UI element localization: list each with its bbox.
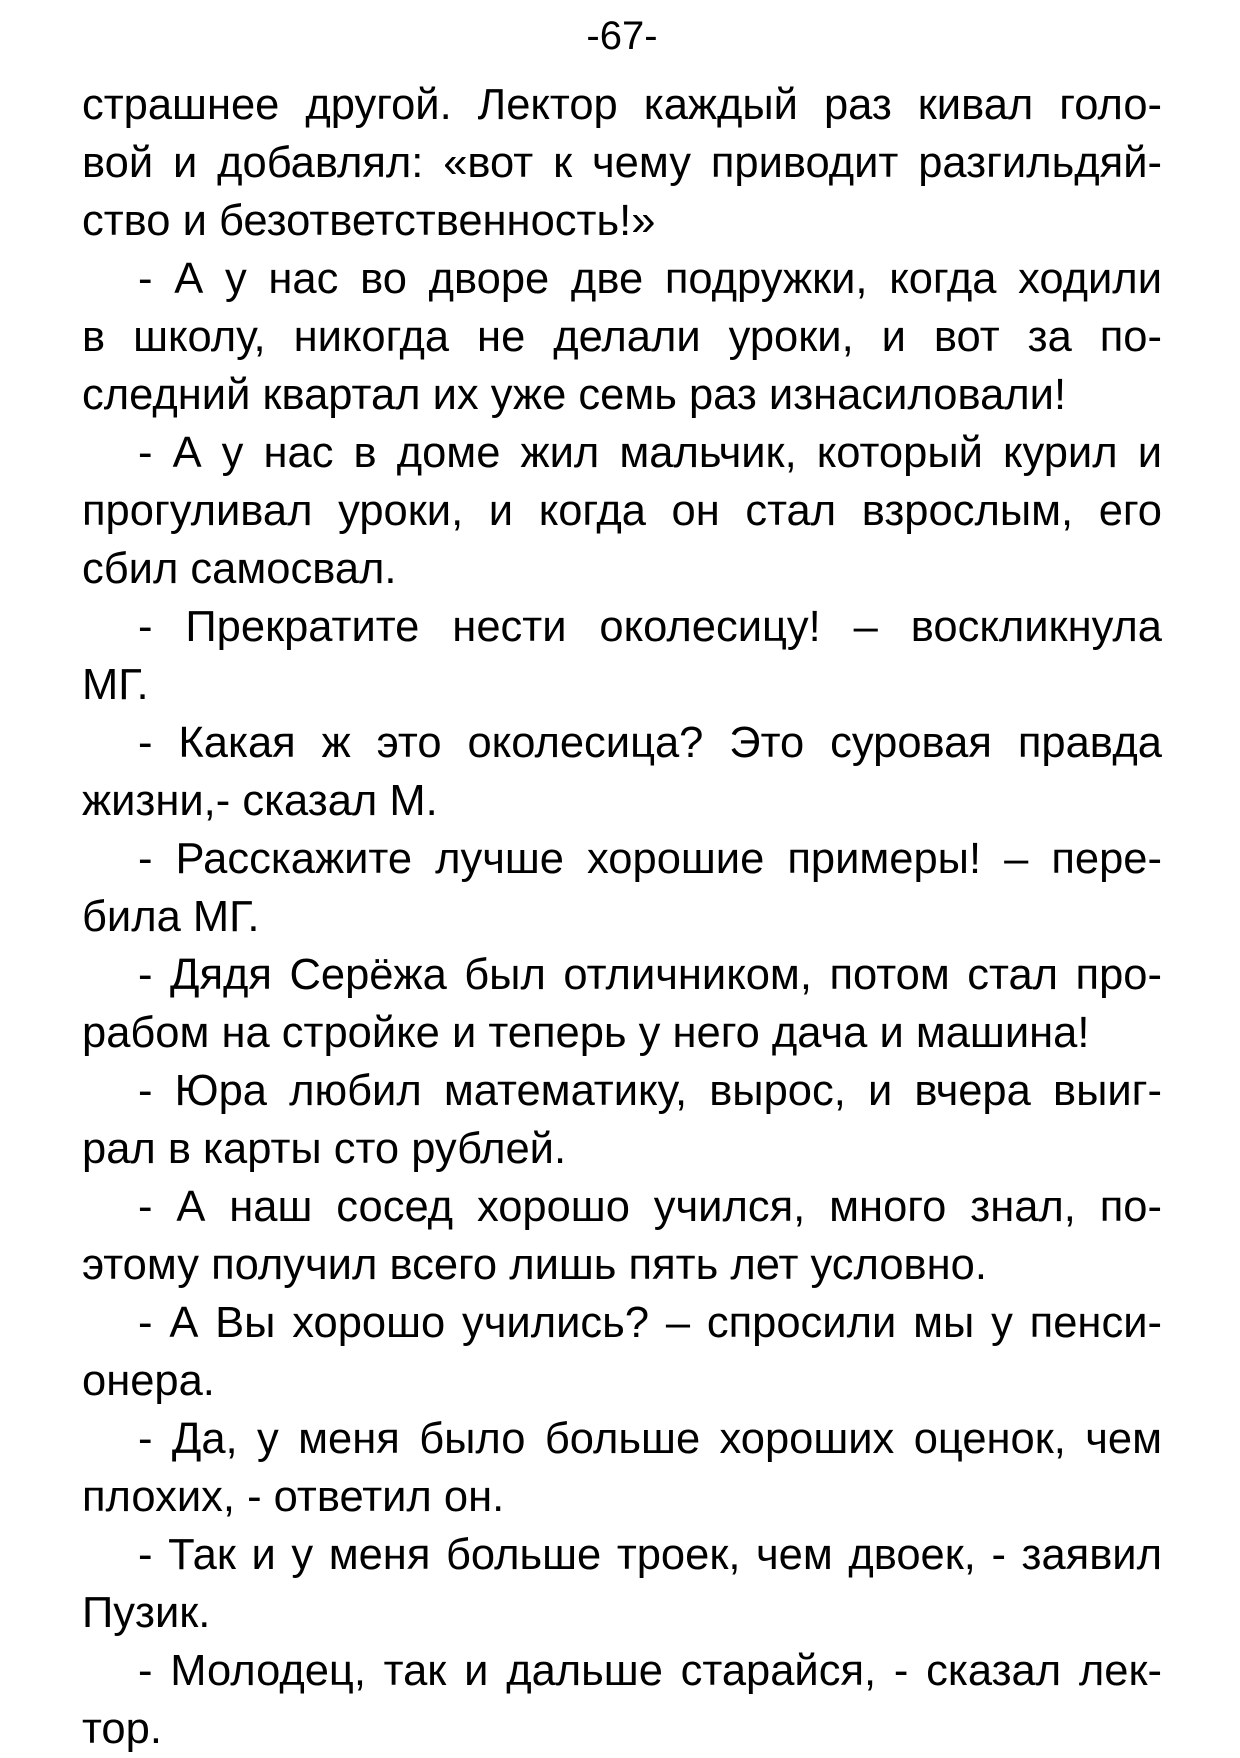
- text-line: МГ.: [82, 661, 149, 709]
- text-line: следний квартал их уже семь раз изнасиловали!: [82, 371, 1067, 419]
- text-line: - Молодец, так и дальше старайся, - сказал лек-: [138, 1647, 1162, 1695]
- text-line: вой и добавлял: «вот к чему приводит разгильдяй-: [82, 139, 1162, 187]
- text-line: онера.: [82, 1357, 215, 1405]
- text-line: тор.: [82, 1705, 162, 1753]
- text-line: в школу, никогда не делали уроки, и вот за по-: [82, 313, 1162, 361]
- text-line: ство и безответственность!»: [82, 197, 656, 245]
- text-line: Пузик.: [82, 1589, 211, 1637]
- text-line: - А у нас в доме жил мальчик, который курил и: [138, 429, 1162, 477]
- text-line: рал в карты сто рублей.: [82, 1125, 567, 1173]
- text-line: - А наш сосед хорошо учился, много знал, по-: [138, 1183, 1162, 1231]
- text-line: - А у нас во дворе две подружки, когда ходили: [138, 255, 1162, 303]
- text-line: - Юра любил математику, вырос, и вчера выиг-: [138, 1067, 1162, 1115]
- text-line: плохих, - ответил он.: [82, 1473, 505, 1521]
- text-line: этому получил всего лишь пять лет условно.: [82, 1241, 987, 1289]
- text-line: рабом на стройке и теперь у него дача и машина!: [82, 1009, 1090, 1057]
- text-line: - Так и у меня больше троек, чем двоек, - заявил: [138, 1531, 1162, 1579]
- book-page: [82, 0, 1162, 1753]
- text-line: - Расскажите лучше хорошие примеры! – пере-: [138, 835, 1162, 883]
- text-line: страшнее другой. Лектор каждый раз кивал голо-: [82, 81, 1162, 129]
- page-number: -67-: [586, 14, 658, 58]
- body-text: [82, 76, 1162, 1758]
- text-line: - А Вы хорошо учились? – спросили мы у пенси-: [138, 1299, 1162, 1347]
- text-line: жизни,- сказал М.: [82, 777, 438, 825]
- text-line: - Дядя Серёжа был отличником, потом стал про-: [138, 951, 1162, 999]
- text-line: - Прекратите нести околесицу! – воскликнула: [138, 603, 1162, 651]
- text-line: прогуливал уроки, и когда он стал взрослым, его: [82, 487, 1162, 535]
- text-line: - Какая ж это околесица? Это суровая правда: [138, 719, 1162, 767]
- text-line: била МГ.: [82, 893, 260, 941]
- text-line: - Да, у меня было больше хороших оценок, чем: [138, 1415, 1162, 1463]
- text-line: сбил самосвал.: [82, 545, 397, 593]
